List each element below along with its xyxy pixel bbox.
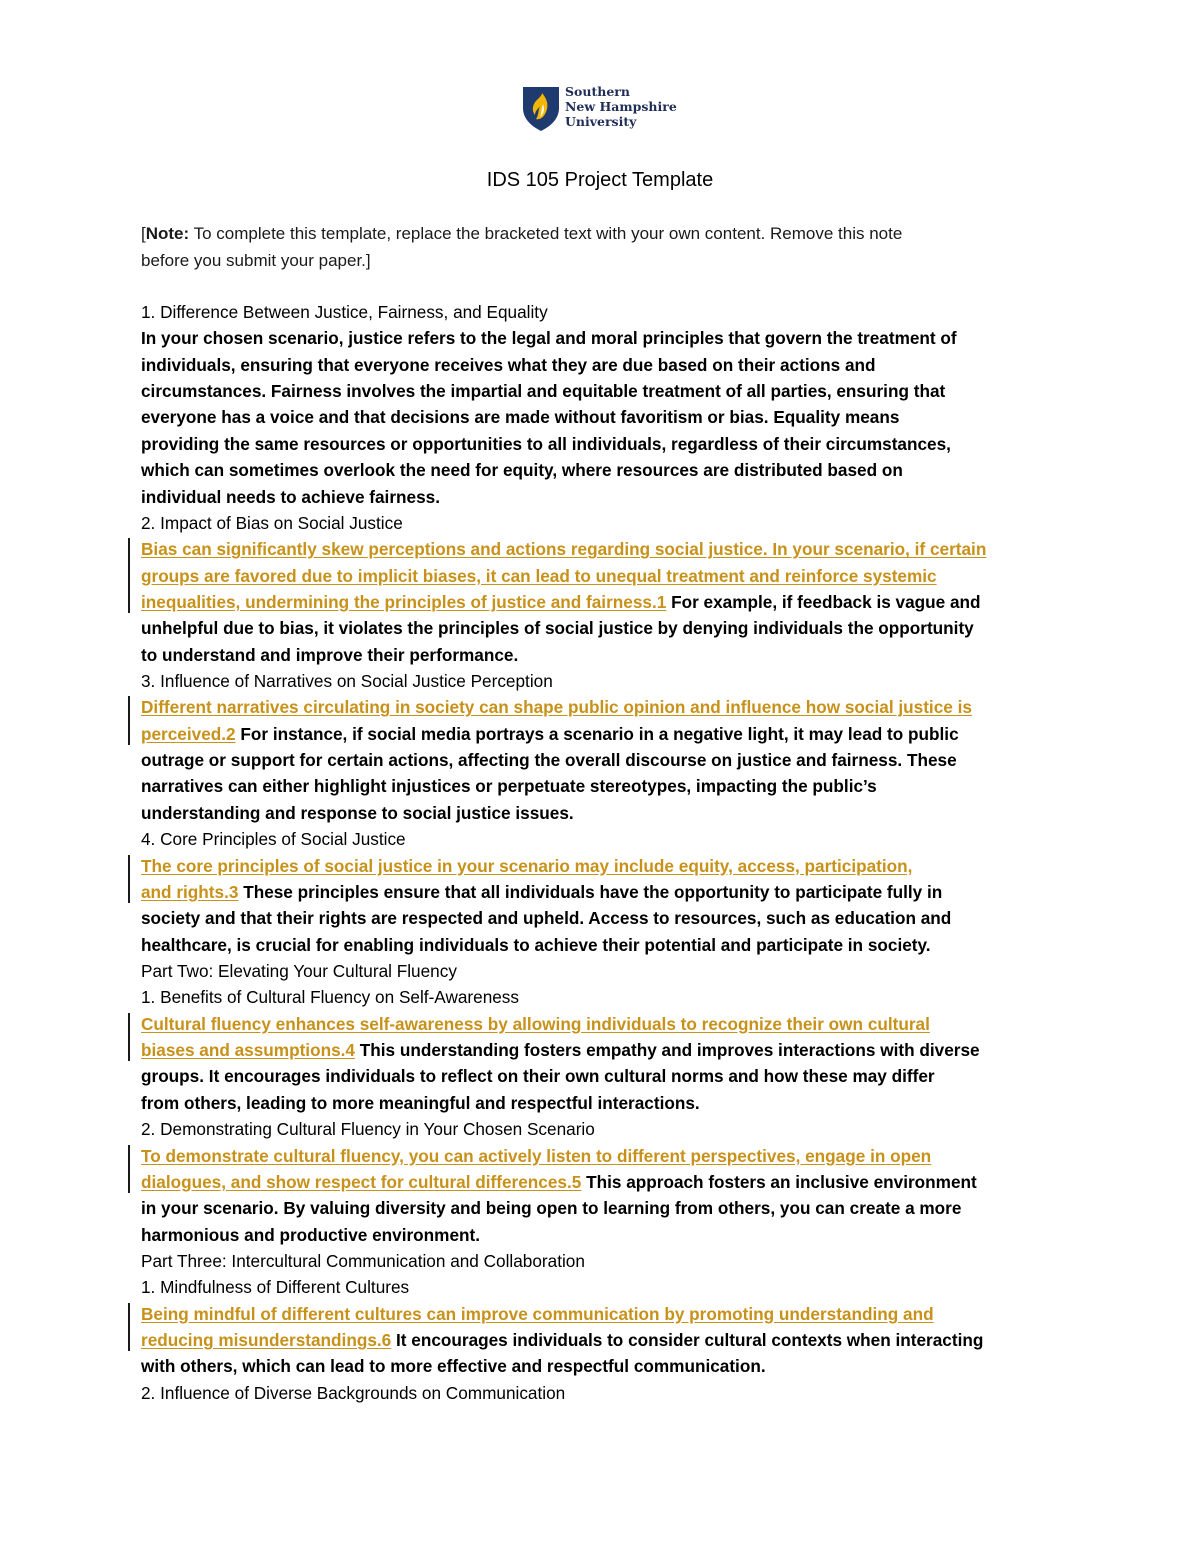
text-run: which can sometimes overlook the need for equity, where resources are distributed based on	[141, 460, 903, 481]
inserted-text: groups are favored due to implicit biases, it can lead to unequal treatment and reinforce systemic	[141, 565, 937, 586]
text-run: 2. Influence of Diverse Backgrounds on Communication	[141, 1382, 566, 1403]
text-run: with others, which can lead to more effective and respectful communication.	[141, 1356, 766, 1377]
text-run: before you submit your paper.]	[141, 250, 371, 270]
text-line	[141, 721, 1071, 747]
text-line	[141, 431, 1071, 457]
text-line	[141, 800, 1071, 826]
change-bar	[128, 538, 130, 613]
text-run: 2. Impact of Bias on Social Justice	[141, 512, 403, 533]
text-run: 3. Influence of Narratives on Social Justice Perception	[141, 671, 553, 692]
text-line	[141, 853, 1071, 879]
text-line	[141, 1090, 1071, 1116]
text-run: everyone has a voice and that decisions are made without favoritism or bias. Equality means	[141, 407, 900, 428]
text-run: Note:	[145, 224, 190, 243]
text-run: from others, leading to more meaningful and respectful interactions.	[141, 1092, 700, 1113]
text-run: [	[141, 224, 146, 243]
text-run: For instance, if social media portrays a scenario in a negative light, it may lead to public	[235, 723, 959, 744]
text-run: These principles ensure that all individuals have the opportunity to participate fully in	[238, 881, 943, 902]
text-line	[141, 536, 1071, 562]
text-run: society and that their rights are respected and upheld. Access to resources, such as education and	[141, 908, 952, 929]
inserted-text: Being mindful of different cultures can improve communication by promoting understanding and	[141, 1303, 934, 1324]
inserted-text: The core principles of social justice in your scenario may include equity, access, participation,	[141, 855, 913, 876]
inserted-text: biases and assumptions.4	[141, 1040, 355, 1061]
text-run: outrage or support for certain actions, affecting the overall discourse on justice and fairness. These	[141, 750, 957, 771]
text-run: For example, if feedback is vague and	[666, 591, 981, 612]
text-line	[141, 1037, 1071, 1063]
text-run: in your scenario. By valuing diversity and being open to learning from others, you can create a more	[141, 1198, 962, 1219]
inserted-text: and rights.3	[141, 881, 239, 902]
text-line	[141, 958, 1071, 984]
text-line	[141, 325, 1071, 351]
text-run: 1. Benefits of Cultural Fluency on Self-Awareness	[141, 987, 519, 1008]
change-bar	[128, 1303, 130, 1352]
text-line	[141, 563, 1071, 589]
text-line	[141, 221, 1071, 248]
template-note	[141, 221, 1071, 274]
text-line	[141, 457, 1071, 483]
text-line	[141, 1353, 1071, 1379]
text-run: 1. Mindfulness of Different Cultures	[141, 1277, 410, 1298]
text-run: 1. Difference Between Justice, Fairness, and Equality	[141, 302, 548, 322]
document-title: IDS 105 Project Template	[486, 169, 714, 191]
text-line	[141, 1063, 1071, 1089]
text-run: It encourages individuals to consider cultural contexts when interacting	[391, 1330, 984, 1351]
text-line	[141, 615, 1071, 641]
text-line	[141, 1248, 1071, 1274]
text-line	[141, 299, 1071, 325]
logo-wordmark	[565, 84, 677, 129]
text-line	[141, 1169, 1071, 1195]
text-line	[141, 694, 1071, 720]
text-line	[141, 510, 1071, 536]
inserted-text: Different narratives circulating in society can shape public opinion and influence how social justice is	[141, 697, 972, 718]
text-line	[141, 1301, 1071, 1327]
text-line	[141, 984, 1071, 1010]
change-bar	[128, 1013, 130, 1062]
text-run: individuals, ensuring that everyone receives what they are due based on their actions and	[141, 354, 876, 375]
text-line	[141, 668, 1071, 694]
inserted-text: Bias can significantly skew perceptions and actions regarding social justice. In your scenario, if certain	[141, 539, 987, 560]
text-line	[141, 1116, 1071, 1142]
text-run: This understanding fosters empathy and improves interactions with diverse	[354, 1040, 980, 1061]
text-line	[141, 378, 1071, 404]
text-run: In your chosen scenario, justice refers to the legal and moral principles that govern the treatment of	[141, 328, 957, 349]
text-line	[141, 826, 1071, 852]
text-line	[141, 404, 1071, 430]
document-body	[141, 299, 1071, 1406]
inserted-text: perceived.2	[141, 723, 236, 744]
text-line	[141, 1274, 1071, 1300]
inserted-text: Cultural fluency enhances self-awareness by allowing individuals to recognize their own cultural	[141, 1013, 930, 1034]
text-run: individual needs to achieve fairness.	[141, 486, 440, 507]
university-logo	[521, 84, 701, 134]
text-line	[141, 879, 1071, 905]
text-run: groups. It encourages individuals to reflect on their own cultural norms and how these may differ	[141, 1066, 935, 1087]
text-line	[141, 1222, 1071, 1248]
text-run: to understand and improve their performance.	[141, 644, 519, 665]
text-run: Part Two: Elevating Your Cultural Fluency	[141, 960, 457, 981]
text-line	[141, 352, 1071, 378]
text-run: unhelpful due to bias, it violates the principles of social justice by denying individuals the opportunity	[141, 618, 974, 639]
text-line	[141, 642, 1071, 668]
text-run: This approach fosters an inclusive environment	[581, 1171, 977, 1192]
text-run: 4. Core Principles of Social Justice	[141, 829, 406, 850]
text-line	[141, 905, 1071, 931]
text-run: circumstances. Fairness involves the impartial and equitable treatment of all parties, ensuring that	[141, 381, 946, 402]
text-run: narratives can either highlight injustices or perpetuate stereotypes, impacting the public’s	[141, 776, 877, 797]
text-line	[141, 1327, 1071, 1353]
text-line	[141, 773, 1071, 799]
shield-flame-icon	[521, 84, 561, 132]
text-run: healthcare, is crucial for enabling individuals to achieve their potential and participate in society.	[141, 934, 931, 955]
text-line	[141, 589, 1071, 615]
change-bar	[128, 696, 130, 745]
text-line	[141, 1143, 1071, 1169]
text-run: harmonious and productive environment.	[141, 1224, 481, 1245]
text-line	[141, 1195, 1071, 1221]
inserted-text: inequalities, undermining the principles of justice and fairness.1	[141, 591, 667, 612]
text-run: Part Three: Intercultural Communication and Collaboration	[141, 1250, 585, 1271]
text-run: understanding and response to social justice issues.	[141, 802, 574, 823]
text-line	[141, 1380, 1071, 1406]
text-run: providing the same resources or opportunities to all individuals, regardless of their circumstances,	[141, 433, 951, 454]
text-run: To complete this template, replace the bracketed text with your own content. Remove this note	[189, 224, 903, 243]
inserted-text: reducing misunderstandings.6	[141, 1330, 392, 1351]
text-line	[141, 248, 1071, 275]
logo-line: New Hampshire	[565, 99, 677, 114]
text-line	[141, 932, 1071, 958]
inserted-text: To demonstrate cultural fluency, you can actively listen to different perspectives, engage in open	[141, 1145, 932, 1166]
logo-line: Southern	[565, 84, 630, 99]
text-line	[141, 747, 1071, 773]
inserted-text: dialogues, and show respect for cultural differences.5	[141, 1171, 582, 1192]
logo-line: University	[565, 114, 637, 129]
change-bar	[128, 855, 130, 904]
change-bar	[128, 1145, 130, 1194]
text-line	[141, 1011, 1071, 1037]
text-line	[141, 484, 1071, 510]
text-run: 2. Demonstrating Cultural Fluency in Your Chosen Scenario	[141, 1119, 595, 1140]
